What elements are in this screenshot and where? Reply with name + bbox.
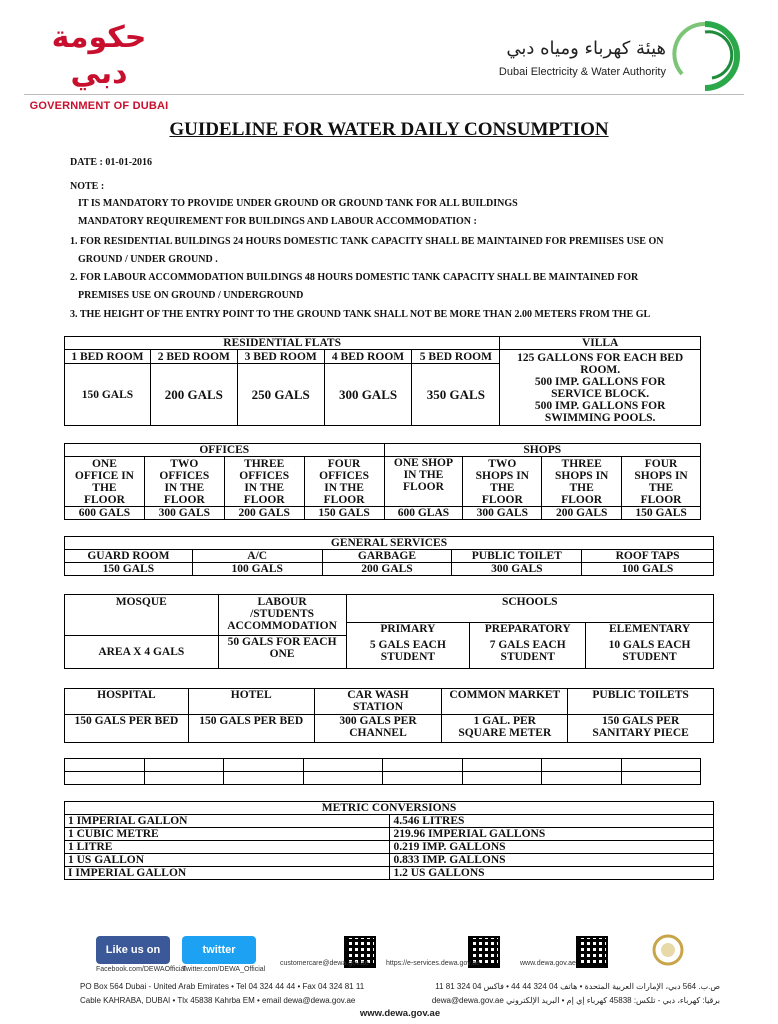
- general-value: 100 GALS: [192, 563, 322, 576]
- residential-value: 150 GALS: [65, 364, 151, 426]
- empty-cell: [621, 759, 701, 772]
- villa-line: SERVICE BLOCK.: [551, 387, 650, 400]
- residential-value: 250 GALS: [237, 364, 324, 426]
- offices-shops-value: 200 GALS: [224, 507, 304, 520]
- facility-value: 150 GALS PER BED: [65, 715, 189, 743]
- dewa-emblem-icon: [672, 20, 738, 92]
- facility-value: 300 GALS PER CHANNEL: [314, 715, 442, 743]
- dewa-latin-name: Dubai Electricity & Water Authority: [498, 66, 666, 78]
- offices-shops-value: 300 GALS: [463, 507, 542, 520]
- facebook-handle[interactable]: Facebook.com/DEWAOfficial: [96, 966, 186, 973]
- mosque-schools-table: [64, 594, 714, 669]
- mosque-header: MOSQUE: [65, 595, 219, 636]
- logo-latin-text: GOVERNMENT OF DUBAI: [29, 100, 169, 112]
- metric-unit: 1 US GALLON: [65, 854, 390, 867]
- general-services-table: [64, 536, 714, 576]
- offices-shops-value: 600 GLAS: [384, 507, 463, 520]
- note-line: 3. THE HEIGHT OF THE ENTRY POINT TO THE GROUND TANK SHALL NOT BE MORE THAN 2.00 METERS FROM THE GL: [70, 309, 651, 320]
- residential-value: 350 GALS: [412, 364, 500, 426]
- general-col-header: ROOF TAPS: [582, 550, 714, 563]
- school-col-header: PREPARATORY: [470, 623, 586, 636]
- address-line-2-arabic: برقيا: كهرباء، دبي - تلكس: 45838 كهرباء إي إم • البريد الإلكتروني dewa@dewa.gov.ae: [431, 996, 720, 1005]
- facility-value: 1 GAL. PER SQUARE METER: [442, 715, 568, 743]
- offices-shops-value: 150 GALS: [622, 507, 701, 520]
- office-col-header: FOUR OFFICES IN THE FLOOR: [304, 457, 384, 507]
- metric-equivalent: 4.546 LITRES: [390, 815, 714, 828]
- email-small[interactable]: customercare@dewa.gov.ae: [280, 960, 369, 967]
- note-line: 2. FOR LABOUR ACCOMMODATION BUILDINGS 48 HOURS DOMESTIC TANK CAPACITY SHALL BE MAINTAINED FOR: [70, 272, 639, 283]
- villa-line: 500 IMP. GALLONS FOR: [534, 375, 666, 388]
- empty-cell: [224, 759, 304, 772]
- school-value: 10 GALS EACH STUDENT: [586, 635, 714, 668]
- metric-equivalent: 0.219 IMP. GALLONS: [390, 841, 714, 854]
- residential-value: 200 GALS: [150, 364, 237, 426]
- empty-cell: [542, 759, 622, 772]
- general-services-heading: GENERAL SERVICES: [65, 537, 714, 550]
- facility-col-header: HOSPITAL: [65, 689, 189, 715]
- empty-cell: [383, 759, 463, 772]
- empty-cell: [462, 759, 542, 772]
- residential-col-header: 2 BED ROOM: [150, 350, 237, 364]
- twitter-handle[interactable]: Twitter.com/DEWA_Official: [182, 966, 266, 973]
- empty-cell: [383, 772, 463, 785]
- offices-shops-value: 600 GALS: [65, 507, 145, 520]
- dewa-arabic-name: هيئة كهرباء ومياه دبي: [506, 38, 666, 59]
- villa-cell: [500, 350, 701, 426]
- offices-shops-value: 150 GALS: [304, 507, 384, 520]
- offices-shops-table: [64, 443, 701, 520]
- villa-line: 500 IMP. GALLONS FOR: [534, 399, 666, 412]
- general-value: 200 GALS: [322, 563, 452, 576]
- facilities-table: [64, 688, 714, 743]
- general-col-header: GUARD ROOM: [65, 550, 193, 563]
- residential-col-header: 1 BED ROOM: [65, 350, 151, 364]
- school-value: 7 GALS EACH STUDENT: [470, 635, 586, 668]
- school-value: 5 GALS EACH STUDENT: [346, 635, 470, 668]
- page-title: GUIDELINE FOR WATER DAILY CONSUMPTION: [169, 119, 609, 140]
- facebook-badge[interactable]: Like us on Facebook: [96, 936, 170, 964]
- metric-heading: METRIC CONVERSIONS: [65, 802, 714, 815]
- shop-col-header: FOUR SHOPS IN THE FLOOR: [622, 457, 701, 507]
- metric-equivalent: 219.96 IMPERIAL GALLONS: [390, 828, 714, 841]
- logo-arabic-text: حكومة دبي: [51, 20, 147, 91]
- eservices-small[interactable]: https://e-services.dewa.gov.ae: [386, 960, 481, 967]
- address-line-1-arabic: ص.ب. 564 دبي، الإمارات العربية المتحدة • هاتف 04 324 44 44 • فاكس 04 324 81 11: [435, 982, 720, 991]
- date-line: DATE : 01-01-2016: [70, 157, 153, 168]
- facility-col-header: HOTEL: [188, 689, 314, 715]
- metric-unit: 1 IMPERIAL GALLON: [65, 815, 390, 828]
- office-col-header: THREE OFFICES IN THE FLOOR: [224, 457, 304, 507]
- villa-heading: VILLA: [500, 337, 701, 350]
- school-col-header: PRIMARY: [346, 623, 470, 636]
- general-col-header: A/C: [192, 550, 322, 563]
- residential-col-header: 5 BED ROOM: [412, 350, 500, 364]
- header-divider: [24, 94, 744, 95]
- empty-table: [64, 758, 701, 785]
- facility-col-header: PUBLIC TOILETS: [568, 689, 714, 715]
- residential-heading: RESIDENTIAL FLATS: [65, 337, 500, 350]
- schools-heading: SCHOOLS: [346, 595, 713, 623]
- empty-cell: [542, 772, 622, 785]
- empty-cell: [144, 759, 224, 772]
- office-col-header: TWO OFFICES IN THE FLOOR: [144, 457, 224, 507]
- metric-equivalent: 1.2 US GALLONS: [390, 867, 714, 880]
- empty-cell: [303, 772, 383, 785]
- qr-code-icon: [576, 936, 608, 968]
- metric-conversions-table: [64, 801, 714, 880]
- address-line-1: PO Box 564 Dubai - United Arab Emirates • Tel 04 324 44 44 • Fax 04 324 81 11: [80, 982, 365, 991]
- empty-cell: [224, 772, 304, 785]
- general-col-header: PUBLIC TOILET: [452, 550, 582, 563]
- school-col-header: ELEMENTARY: [586, 623, 714, 636]
- offices-shops-value: 200 GALS: [542, 507, 622, 520]
- note-line: GROUND / UNDER GROUND .: [78, 254, 218, 265]
- empty-cell: [621, 772, 701, 785]
- empty-cell: [303, 759, 383, 772]
- empty-cell: [462, 772, 542, 785]
- residential-col-header: 4 BED ROOM: [324, 350, 412, 364]
- facility-col-header: CAR WASH STATION: [314, 689, 442, 715]
- note-line: 1. FOR RESIDENTIAL BUILDINGS 24 HOURS DOMESTIC TANK CAPACITY SHALL BE MAINTAINED FOR PREMIISES USE ON: [70, 236, 664, 247]
- general-col-header: GARBAGE: [322, 550, 452, 563]
- web-small[interactable]: www.dewa.gov.ae: [520, 960, 576, 967]
- metric-unit: I IMPERIAL GALLON: [65, 867, 390, 880]
- general-value: 100 GALS: [582, 563, 714, 576]
- note-line: IT IS MANDATORY TO PROVIDE UNDER GROUND OR GROUND TANK FOR ALL BUILDINGS: [78, 198, 518, 209]
- offices-heading: OFFICES: [65, 444, 385, 457]
- general-value: 150 GALS: [65, 563, 193, 576]
- government-of-dubai-logo: [24, 20, 174, 112]
- villa-line: ROOM.: [580, 363, 621, 376]
- shop-col-header: TWO SHOPS IN THE FLOOR: [463, 457, 542, 507]
- metric-unit: 1 CUBIC METRE: [65, 828, 390, 841]
- shops-heading: SHOPS: [384, 444, 700, 457]
- residential-col-header: 3 BED ROOM: [237, 350, 324, 364]
- empty-cell: [65, 759, 145, 772]
- empty-cell: [144, 772, 224, 785]
- office-col-header: ONE OFFICE IN THE FLOOR: [65, 457, 145, 507]
- note-label: NOTE :: [70, 181, 105, 192]
- note-line: MANDATORY REQUIREMENT FOR BUILDINGS AND LABOUR ACCOMMODATION :: [78, 216, 477, 227]
- footer: [80, 930, 720, 1020]
- metric-equivalent: 0.833 IMP. GALLONS: [390, 854, 714, 867]
- villa-line: 125 GALLONS FOR EACH BED: [517, 351, 684, 364]
- note-line: PREMISES USE ON GROUND / UNDERGROUND: [78, 290, 304, 301]
- offices-shops-value: 300 GALS: [144, 507, 224, 520]
- twitter-badge[interactable]: twitter FOLLOW US: [182, 936, 256, 964]
- residential-value: 300 GALS: [324, 364, 412, 426]
- facility-col-header: COMMON MARKET: [442, 689, 568, 715]
- general-value: 300 GALS: [452, 563, 582, 576]
- website[interactable]: www.dewa.gov.ae: [359, 1008, 441, 1019]
- address-line-2: Cable KAHRABA, DUBAI • Tlx 45838 Kahrba EM • email dewa@dewa.gov.ae: [80, 996, 356, 1005]
- villa-line: SWIMMING POOLS.: [544, 411, 656, 424]
- empty-cell: [65, 772, 145, 785]
- facility-value: 150 GALS PER BED: [188, 715, 314, 743]
- facility-value: 150 GALS PER SANITARY PIECE: [568, 715, 714, 743]
- shop-col-header: ONE SHOP IN THE FLOOR: [384, 457, 463, 507]
- labour-header: LABOUR /STUDENTS ACCOMMODATION: [218, 595, 346, 636]
- metric-unit: 1 LITRE: [65, 841, 390, 854]
- mosque-value: AREA X 4 GALS: [65, 635, 219, 668]
- shop-col-header: THREE SHOPS IN THE FLOOR: [542, 457, 622, 507]
- labour-value: 50 GALS FOR EACH ONE: [218, 635, 346, 668]
- green-emblem-icon: [648, 932, 688, 976]
- residential-table: [64, 336, 701, 426]
- dewa-logo: [418, 20, 738, 95]
